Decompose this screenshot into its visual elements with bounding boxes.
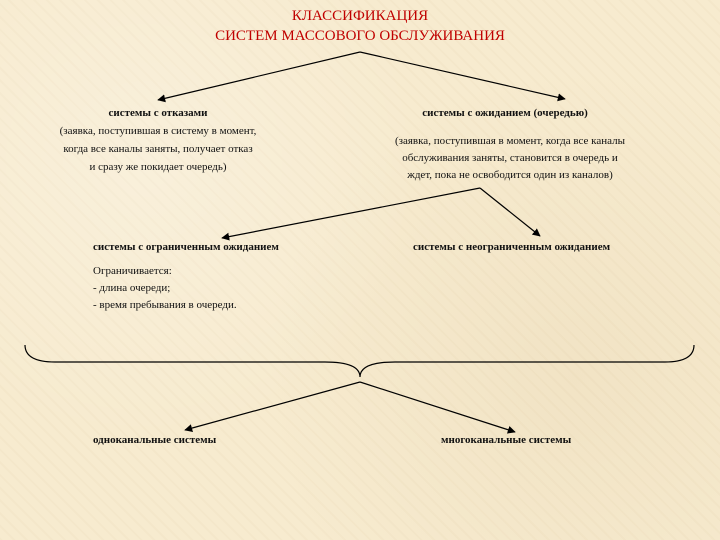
arrow-to-single-channel [185, 382, 360, 430]
refusal-desc-line3: и сразу же покидает очередь) [89, 161, 227, 173]
refusal-heading: системы с отказами [108, 107, 208, 119]
diagram-title-line1: КЛАССИФИКАЦИЯ [291, 8, 429, 24]
diagram-title-line2: СИСТЕМ МАССОВОГО ОБСЛУЖИВАНИЯ [215, 28, 505, 44]
waiting-desc-line2: обслуживания заняты, становится в очередь и [402, 152, 618, 164]
limited-note-line1: Ограничивается: [93, 265, 172, 277]
limited-heading: системы с ограниченным ожиданием [93, 241, 279, 253]
limited-note-line3: - время пребывания в очереди. [93, 299, 237, 311]
waiting-heading: системы с ожиданием (очередью) [422, 107, 588, 119]
single-channel-label: одноканальные системы [93, 434, 217, 446]
arrow-to-refusal [158, 52, 360, 100]
arrow-to-waiting [360, 52, 565, 99]
curly-brace [25, 345, 694, 377]
arrow-to-limited [222, 188, 480, 238]
multi-channel-label: многоканальные системы [441, 434, 572, 446]
arrow-to-multi-channel [360, 382, 515, 432]
unlimited-heading: системы с неограниченным ожиданием [413, 241, 611, 253]
waiting-desc-line3: ждет, пока не освободится один из каналов) [407, 169, 613, 181]
waiting-desc-line1: (заявка, поступившая в момент, когда все каналы [394, 135, 625, 147]
arrow-to-unlimited [480, 188, 540, 236]
refusal-desc-line2: когда все каналы заняты, получает отказ [63, 143, 253, 155]
limited-note-line2: - длина очереди; [93, 282, 171, 294]
refusal-desc-line1: (заявка, поступившая в систему в момент, [59, 125, 257, 137]
